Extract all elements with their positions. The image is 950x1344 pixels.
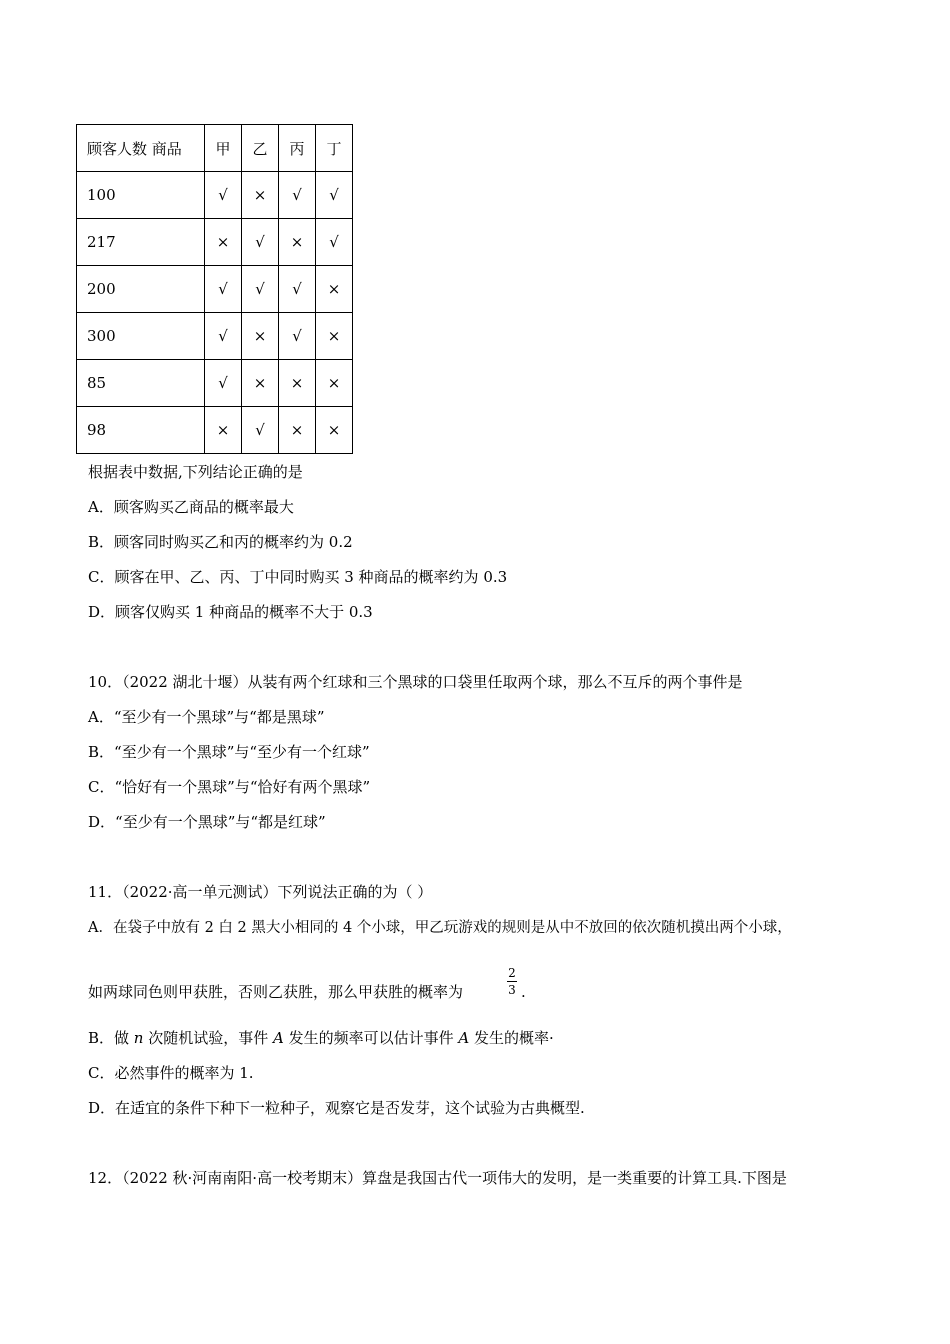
q9-option-d: D．顾客仅购买 1 种商品的概率不大于 0.3	[88, 603, 373, 621]
table-cell: √	[205, 313, 242, 360]
table-cell: √	[279, 313, 316, 360]
table-cell: ×	[242, 313, 279, 360]
table-cell: ×	[316, 313, 353, 360]
table-header-cell: 乙	[242, 125, 279, 172]
table-cell: ×	[205, 219, 242, 266]
table-cell: √	[279, 266, 316, 313]
table-cell: 300	[77, 313, 205, 360]
q11-option-a-line1: A．在袋子中放有 2 白 2 黑大小相同的 4 个小球，甲乙玩游戏的规则是从中不放回的依次随机摸出两个小球，	[88, 920, 792, 936]
table-row	[77, 407, 353, 454]
variable-a: A	[273, 1029, 284, 1047]
table-header-cell: 丙	[279, 125, 316, 172]
table-row	[77, 360, 353, 407]
table-cell: 217	[77, 219, 205, 266]
fraction-bar	[507, 981, 517, 982]
variable-n: n	[133, 1029, 144, 1047]
table-cell: √	[316, 219, 353, 266]
q10-option-d: D．“至少有一个黑球”与“都是红球”	[88, 813, 326, 831]
q11-option-b-text: B．做	[88, 1029, 134, 1047]
table-cell: 100	[77, 172, 205, 219]
q9-option-a: A．顾客购买乙商品的概率最大	[88, 498, 294, 516]
q11-stem: 11．（2022·高一单元测试）下列说法正确的为（ ）	[88, 883, 433, 901]
table-row	[77, 172, 353, 219]
q11-option-c: C．必然事件的概率为 1.	[88, 1064, 254, 1082]
table-row	[77, 219, 353, 266]
table-row	[77, 313, 353, 360]
q10-stem: 10．（2022 湖北十堰）从装有两个红球和三个黑球的口袋里任取两个球，那么不互斥的两个事件是	[88, 673, 743, 691]
q10-option-c: C．“恰好有一个黑球”与“恰好有两个黑球”	[88, 778, 371, 796]
q11-option-a-end: .	[521, 983, 526, 1001]
q9-stem: 根据表中数据,下列结论正确的是	[88, 463, 303, 481]
q9-option-b: B．顾客同时购买乙和丙的概率约为 0.2	[88, 533, 353, 551]
table-cell: ×	[316, 360, 353, 407]
purchase-table	[76, 124, 353, 454]
fraction-denominator: 3	[508, 983, 516, 997]
table-header-row	[77, 125, 353, 172]
q11-option-b-text: 次随机试验，事件	[143, 1029, 274, 1047]
table-cell: ×	[279, 407, 316, 454]
table-cell: ×	[279, 219, 316, 266]
q11-option-b	[88, 1028, 554, 1048]
table-cell: √	[242, 219, 279, 266]
table-header-cell: 顾客人数 商品	[77, 125, 205, 172]
table-cell: √	[242, 407, 279, 454]
q10-option-b: B．“至少有一个黑球”与“至少有一个红球”	[88, 743, 370, 761]
table-cell: √	[279, 172, 316, 219]
table-cell: √	[205, 172, 242, 219]
table-header-cell: 甲	[205, 125, 242, 172]
q12-stem: 12．（2022 秋·河南南阳·高一校考期末）算盘是我国古代一项伟大的发明，是一类重要的计算工具.下图是	[88, 1169, 787, 1187]
table-cell: ×	[279, 360, 316, 407]
table-cell: 200	[77, 266, 205, 313]
fraction-numerator: 2	[508, 966, 516, 980]
table-cell: ×	[316, 407, 353, 454]
q11-option-b-text: 发生的频率可以估计事件	[283, 1029, 459, 1047]
table-cell: √	[242, 266, 279, 313]
table-cell: ×	[205, 407, 242, 454]
table-cell: √	[316, 172, 353, 219]
table-cell: 98	[77, 407, 205, 454]
table-row	[77, 266, 353, 313]
table-cell: √	[205, 360, 242, 407]
variable-a: A	[458, 1029, 470, 1047]
table-header-cell: 丁	[316, 125, 353, 172]
q11-option-a-line2	[88, 982, 463, 1002]
q11-option-d: D．在适宜的条件下种下一粒种子，观察它是否发芽，这个试验为古典概型.	[88, 1099, 585, 1117]
table-cell: ×	[242, 172, 279, 219]
table-cell: ×	[242, 360, 279, 407]
q11-option-a-text: 如两球同色则甲获胜，否则乙获胜，那么甲获胜的概率为	[88, 983, 464, 1001]
table-cell: 85	[77, 360, 205, 407]
q10-option-a: A．“至少有一个黑球”与“都是黑球”	[88, 708, 325, 726]
q9-option-c: C．顾客在甲、乙、丙、丁中同时购买 3 种商品的概率约为 0.3	[88, 568, 508, 586]
fraction	[507, 967, 517, 996]
table-cell: √	[205, 266, 242, 313]
q11-option-b-text: 发生的概率·	[469, 1029, 554, 1047]
table-cell: ×	[316, 266, 353, 313]
